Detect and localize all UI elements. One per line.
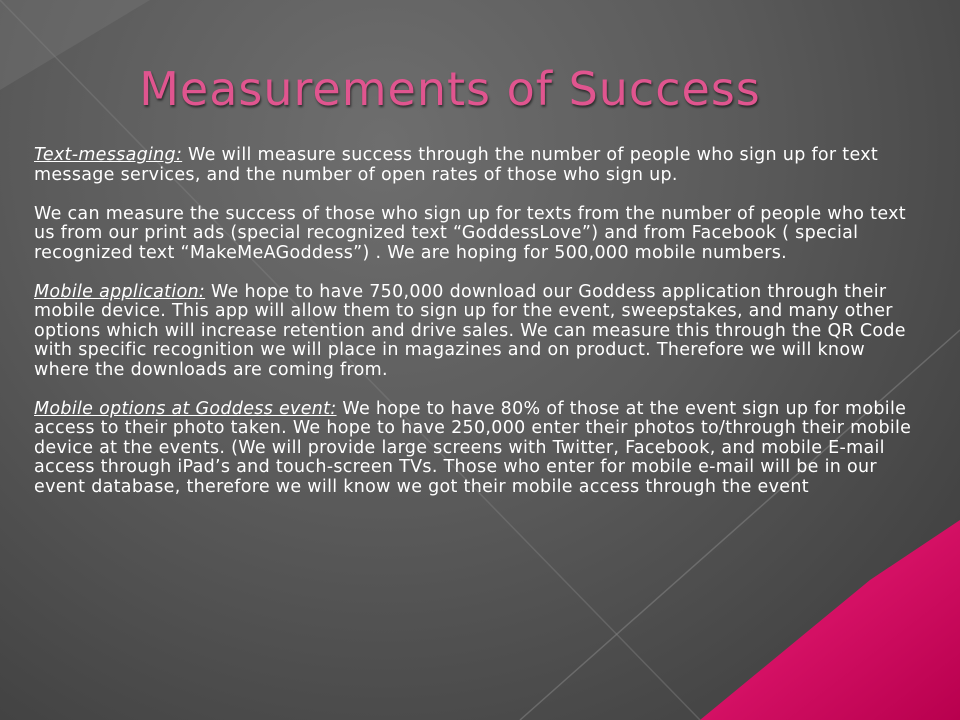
paragraph-text-messaging [34,146,914,185]
paragraph-text: We hope to have 750,000 download our Goddess application through their mobile device. This app will allow them to sign up for the event, sweepstakes, and many other options which will increase retention and drive sales. We can measure this through the QR Code with specific recognition we will place in magazines and on product. Therefore we will know where the downloads are coming from. [34,281,906,380]
paragraph-heading: Mobile options at Goddess event: [34,398,337,419]
paragraph-heading: Text-messaging: [34,145,183,165]
paragraph-mobile-options [34,400,914,498]
pink-accent-shape [700,520,960,720]
paragraph-text: We hope to have 80% of those at the event sign up for mobile access to their photo taken. We hope to have 250,000 enter their photos to/through their mobile device at the events. (We will provide large screens with Twitter, Facebook, and mobile E-mail access through iPad’s and touch-screen TVs. Those who enter for mobile e-mail will be in our event database, therefore we will know we got their mobile access through the event [34,398,912,497]
paragraph-text: We can measure the success of those who sign up for texts from the number of people who text us from our print ads (special recognized text “GoddessLove”) and from Facebook ( special recognized text “MakeMeAGoddess”) . We are hoping for 500,000 mobile numbers. [34,203,906,263]
paragraph-text: We will measure success through the number of people who sign up for text message services, and the number of open rates of those who sign up. [34,145,879,185]
slide-title: Measurements of Success [139,62,761,116]
paragraph-measure-texts [34,205,914,264]
paragraph-mobile-application [34,283,914,381]
slide-body [34,146,914,517]
paragraph-heading: Mobile application: [34,281,206,302]
